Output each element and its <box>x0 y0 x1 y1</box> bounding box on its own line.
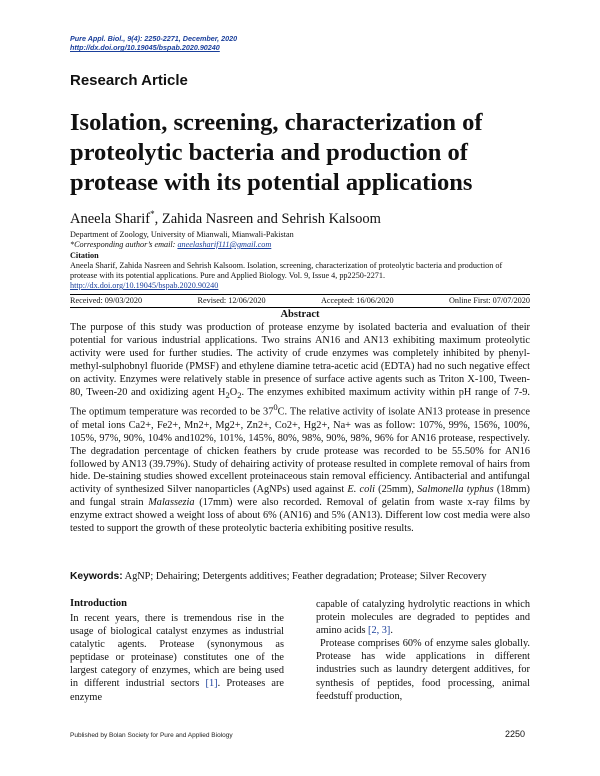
corresponding-marker: * <box>150 209 155 219</box>
corresponding-label: *Corresponding author’s email: <box>70 240 176 249</box>
citation-heading: Citation <box>70 251 99 260</box>
corresponding-email-line <box>70 240 271 250</box>
paper-title: Isolation, screening, characterization of proteolytic bacteria and production of protease with its potential applications <box>70 109 483 196</box>
publisher-footer: Published by Bolan Society for Pure and Applied Biology <box>70 732 233 739</box>
citation-doi-link[interactable]: http://dx.doi.org/10.19045/bspab.2020.90240 <box>70 281 219 290</box>
intro-right-paragraph-2: Protease comprises 60% of enzyme sales globally. Protease has wide applications in different industries such as laundry detergent additives, for synthesis of peptides, food processing, animal feedstuff production, <box>316 638 530 702</box>
co-authors: , Zahida Nasreen and Sehrish Kalsoom <box>154 210 381 227</box>
keywords-text: AgNP; Dehairing; Detergents additives; Feather degradation; Protease; Silver Recovery <box>122 571 487 582</box>
received-date: Received: 09/03/2020 <box>70 296 143 305</box>
journal-doi-link[interactable]: http://dx.doi.org/10.19045/bspab.2020.90240 <box>70 43 220 52</box>
keywords <box>70 571 530 584</box>
intro-left-column: In recent years, there is tremendous rise in the usage of biological catalyst enzymes as industrial catalytic agents. Protease (synonymous as peptidase or proteinase) constitutes one of the largest category of enzymes, which are being used in different industrial sectors [1]. Proteases are enzyme <box>70 613 284 703</box>
author-list <box>70 209 381 228</box>
corresponding-email-link[interactable]: aneelasharif111@gmail.com <box>177 240 272 249</box>
online-date: Online First: 07/07/2020 <box>449 296 530 305</box>
corresponding-author: Aneela Sharif <box>70 210 151 227</box>
dates-bottom-rule <box>70 307 530 308</box>
intro-right-column <box>316 598 530 703</box>
page-number: 2250 <box>505 729 526 739</box>
abstract-body: The purpose of this study was production of protease enzyme by isolated bacteria and evaluation of their potential for various industrial applications. Two strains AN16 and AN13 exhibiting maximum proteolytic activity were used for further studies. The activity of crude enzymes was completely inhibited by phenyl-methyl-sulphobnyl fluoride (PMSF) and ethylene diamine tetra-acetic acid (EDTA) had no such negative effect on activity. Enzymes were relatively stable in presence of surface active agents such as Triton X-100, Tween-80, Tween-20 and oxidizing agent $H_2O_2$. The enzymes exhibited maximum activity within pH range of 7-9. The optimum temperature was recorded to be $37^0C$. The relative activity of isolate AN13 protease in presence of metal ions Ca2+, Fe2+, Mn2+, Mg2+, Zn2+, Co2+, Hg2+, Na+ was as follow: 107%, 99%, 156%, 100%, 105%, 97%, 90%, 104% and102%, 101%, 145%, 80%, 98%, 90%, 98%, 96% for AN16 protease, respectively. The degradation percentage of chicken feathers by crude protease was recorded to be 55.50% for AN16 followed by AN13 (39.79%). Study of dehairing activity of protease resulted in complete removal of hairs from hide. De-staining studies showed excellent proteinaceous stain removal efficiency. Antibacterial and antifungal activity of synthesized Silver nanoparticles (AgNPs) used against E. coli (25mm), Salmonella typhus (18mm) and fungal strain Malassezia (17mm) were also recorded. Removal of gelatin from waste x-ray films by enzyme extract showed a weight loss of about 6% (AN16) and 5% (AN13). Different low cost media were also tested to support the growth of these proteolytic bacteria exhibiting positive results. <box>70 322 530 535</box>
intro-right-paragraph-1: capable of catalyzing hydrolytic reactions in which protein molecules are degraded to peptides and amino acids [2, 3]. <box>316 599 530 637</box>
accepted-date: Accepted: 16/06/2020 <box>321 296 394 305</box>
dates-top-rule <box>70 294 530 295</box>
affiliation: Department of Zoology, University of Mianwali, Mianwali-Pakistan <box>70 230 294 239</box>
citation-text: Aneela Sharif, Zahida Nasreen and Sehrish Kalsoom. Isolation, screening, characterization of proteolytic bacteria and production of protease with its potential applications. Pure and Applied Biology. Vol. 9, Issue 4, pp2250-2271. <box>70 261 503 280</box>
journal-header <box>70 34 237 52</box>
article-dates <box>70 296 530 305</box>
keywords-label: Keywords: <box>70 571 123 582</box>
abstract-heading: Abstract <box>280 309 320 320</box>
revised-date: Revised: 12/06/2020 <box>197 296 266 305</box>
article-type: Research Article <box>70 72 188 89</box>
reference-link-1[interactable]: [1] <box>205 678 218 690</box>
reference-link-2-3[interactable]: [2, 3] <box>368 625 391 637</box>
citation-block <box>70 261 530 291</box>
journal-citation-line: Pure Appl. Biol., 9(4): 2250-2271, December, 2020 <box>70 34 238 43</box>
introduction-heading: Introduction <box>70 598 127 609</box>
